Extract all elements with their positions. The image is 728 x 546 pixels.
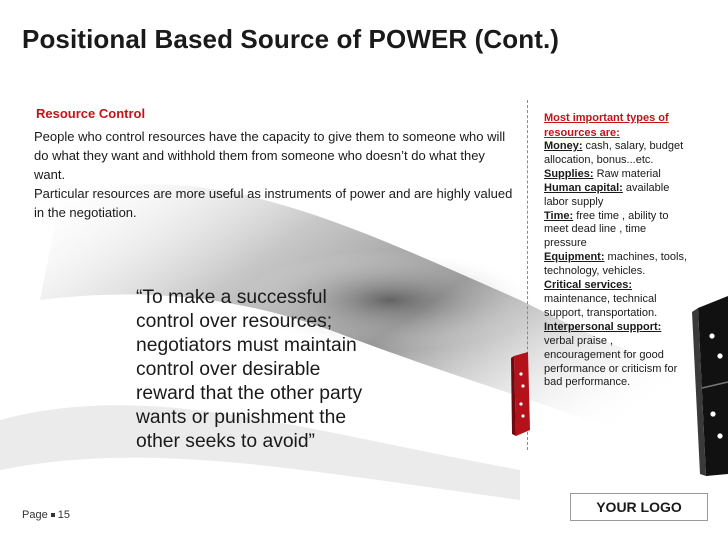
- logo-text: YOUR LOGO: [596, 499, 682, 515]
- list-item: [544, 168, 689, 182]
- quote-line: wants or punishment the: [136, 407, 347, 428]
- item-text: maintenance, technical support, transportation.: [544, 292, 658, 319]
- logo-placeholder: [570, 493, 708, 521]
- item-label: Money:: [544, 140, 583, 152]
- list-item: [544, 210, 689, 252]
- item-text: available labor supply: [544, 181, 670, 208]
- resource-type-list: [544, 140, 689, 390]
- quote-line: reward that the other party: [136, 383, 363, 404]
- section-heading: Resource Control: [36, 106, 146, 121]
- item-label: Interpersonal support:: [544, 320, 662, 333]
- list-item: [544, 140, 689, 168]
- item-text: free time , ability to meet dead line , time pressure: [544, 209, 669, 250]
- paragraph: Particular resources are more useful as instruments of power and are highly valued in the negotiation.: [34, 186, 513, 220]
- black-domino-icon: [686, 296, 728, 476]
- quote-line: negotiators must maintain: [136, 335, 357, 356]
- bullet-icon: [51, 513, 55, 517]
- item-text: verbal praise , encouragement for good performance or criticism for bad performance.: [544, 334, 678, 389]
- slide-title: Positional Based Source of POWER (Cont.): [22, 24, 560, 54]
- item-text: cash, salary, budget allocation, bonus...etc.: [544, 140, 684, 166]
- list-item: [544, 182, 689, 210]
- sidebar-heading: Most important types of resources are:: [544, 112, 669, 139]
- quote-line: control over desirable: [136, 359, 321, 380]
- paragraph: People who control resources have the capacity to give them to someone who will do what they want and withhold them from someone who doesn’t do what they want.: [34, 129, 506, 182]
- body-text: [34, 127, 514, 222]
- item-label: Human capital:: [544, 181, 623, 194]
- page-number: [22, 509, 70, 521]
- list-item: [544, 321, 689, 391]
- quote-line: other seeks to avoid”: [136, 431, 315, 452]
- quote-line: “To make a successful: [136, 287, 327, 308]
- quote-block: [136, 286, 406, 454]
- item-label: Critical services:: [544, 279, 633, 292]
- item-label: Supplies:: [544, 167, 594, 180]
- item-label: Time:: [544, 209, 574, 222]
- list-item: [544, 279, 689, 321]
- quote-line: control over resources;: [136, 311, 333, 332]
- red-domino-icon: [510, 352, 532, 436]
- item-text: Raw material: [593, 167, 661, 180]
- item-text: machines, tools, technology, vehicles.: [544, 251, 688, 278]
- page-value: 15: [57, 509, 70, 521]
- list-item: [544, 251, 689, 279]
- item-label: Equipment:: [544, 251, 605, 264]
- page-label: Page: [22, 509, 48, 521]
